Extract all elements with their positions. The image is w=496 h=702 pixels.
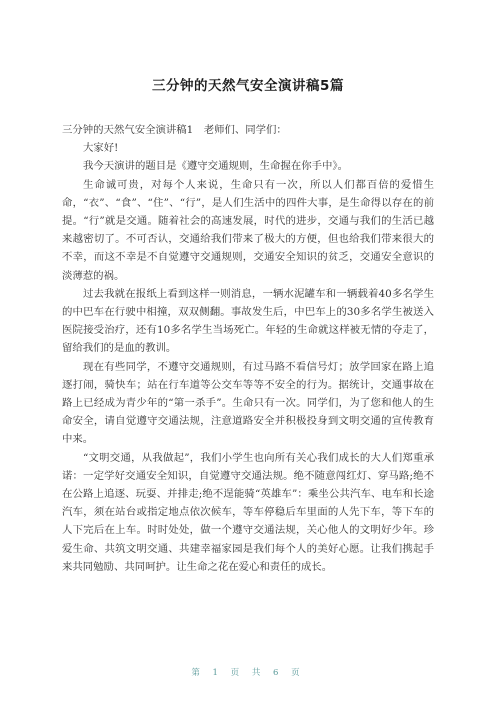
paragraph-opening: 三分钟的天然气安全演讲稿1 老师们、同学们：	[62, 124, 287, 136]
page-number-footer: 第 1 页 共 6 页	[191, 668, 305, 678]
paragraph-students: 现在有些同学，不遵守交通规则，有过马路不看信号灯；放学回家在路上追逐打闹，骑快车；站在行车道等公交车等等不安全的行为。据统计，交通事故在路上已经成为青少年的“第一杀手”。生命只有一次。同学们，为了您和他人的生命安全，请自觉遵守交通法规，注意道路安全并积极投身到文明交通的宣传教育中来。	[62, 360, 434, 446]
paragraph-greeting: 大家好!	[83, 142, 119, 155]
document-title: 三分钟的天然气安全演讲稿5篇	[152, 78, 344, 94]
paragraph-pledge: “文明交通，从我做起”，我们小学生也向所有关心我们成长的大人们郑重承诺：一定学好交通安全知识，自觉遵守交通法规。绝不随意闯红灯、穿马路;绝不在公路上追逐、玩耍、并排走;绝不逞能骑“英雄车”：乘坐公共汽车、电车和长途汽车，须在站台或指定地点依次候车，等车停稳后车里面的人先下车，等下车的人下完后在上车。时时处处，做一个遵守交通法规，关心他人的文明好少年。珍爱生命、共筑文明交通、共建幸福家园是我们每个人的美好心愿。让我们携起手来共同勉励、共同呵护。让生命之花在爱心和责任的成长。	[62, 451, 434, 573]
paragraph-life: 生命诚可贵，对每个人来说，生命只有一次，所以人们都百倍的爱惜生命，“衣”、“食”、“住”、“行”，是人们生活中的四件大事，是生命得以存在的前提。“行”就是交通。随着社会的高速发展，时代的进步，交通与我们的生活已越来越密切了。不可否认，交通给我们带来了极大的方便，但也给我们带来很大的不幸，而这不幸是不自觉遵守交通规则，交通安全知识的贫乏，交通安全意识的淡薄惹的祸。	[62, 178, 434, 282]
document-body	[62, 121, 434, 576]
paragraph-topic: 我今天演讲的题目是《遵守交通规则，生命握在你手中》。	[83, 160, 348, 173]
paragraph-accident: 过去我就在报纸上看到这样一则消息，一辆水泥罐车和一辆载着40多名学生的中巴车在行驶中相撞，双双侧翻。事故发生后，中巴车上的30多名学生被送入医院接受治疗，还有10多名学生当场死亡。年轻的生命就这样被无情的夺走了，留给我们的是血的教训。	[62, 287, 434, 355]
